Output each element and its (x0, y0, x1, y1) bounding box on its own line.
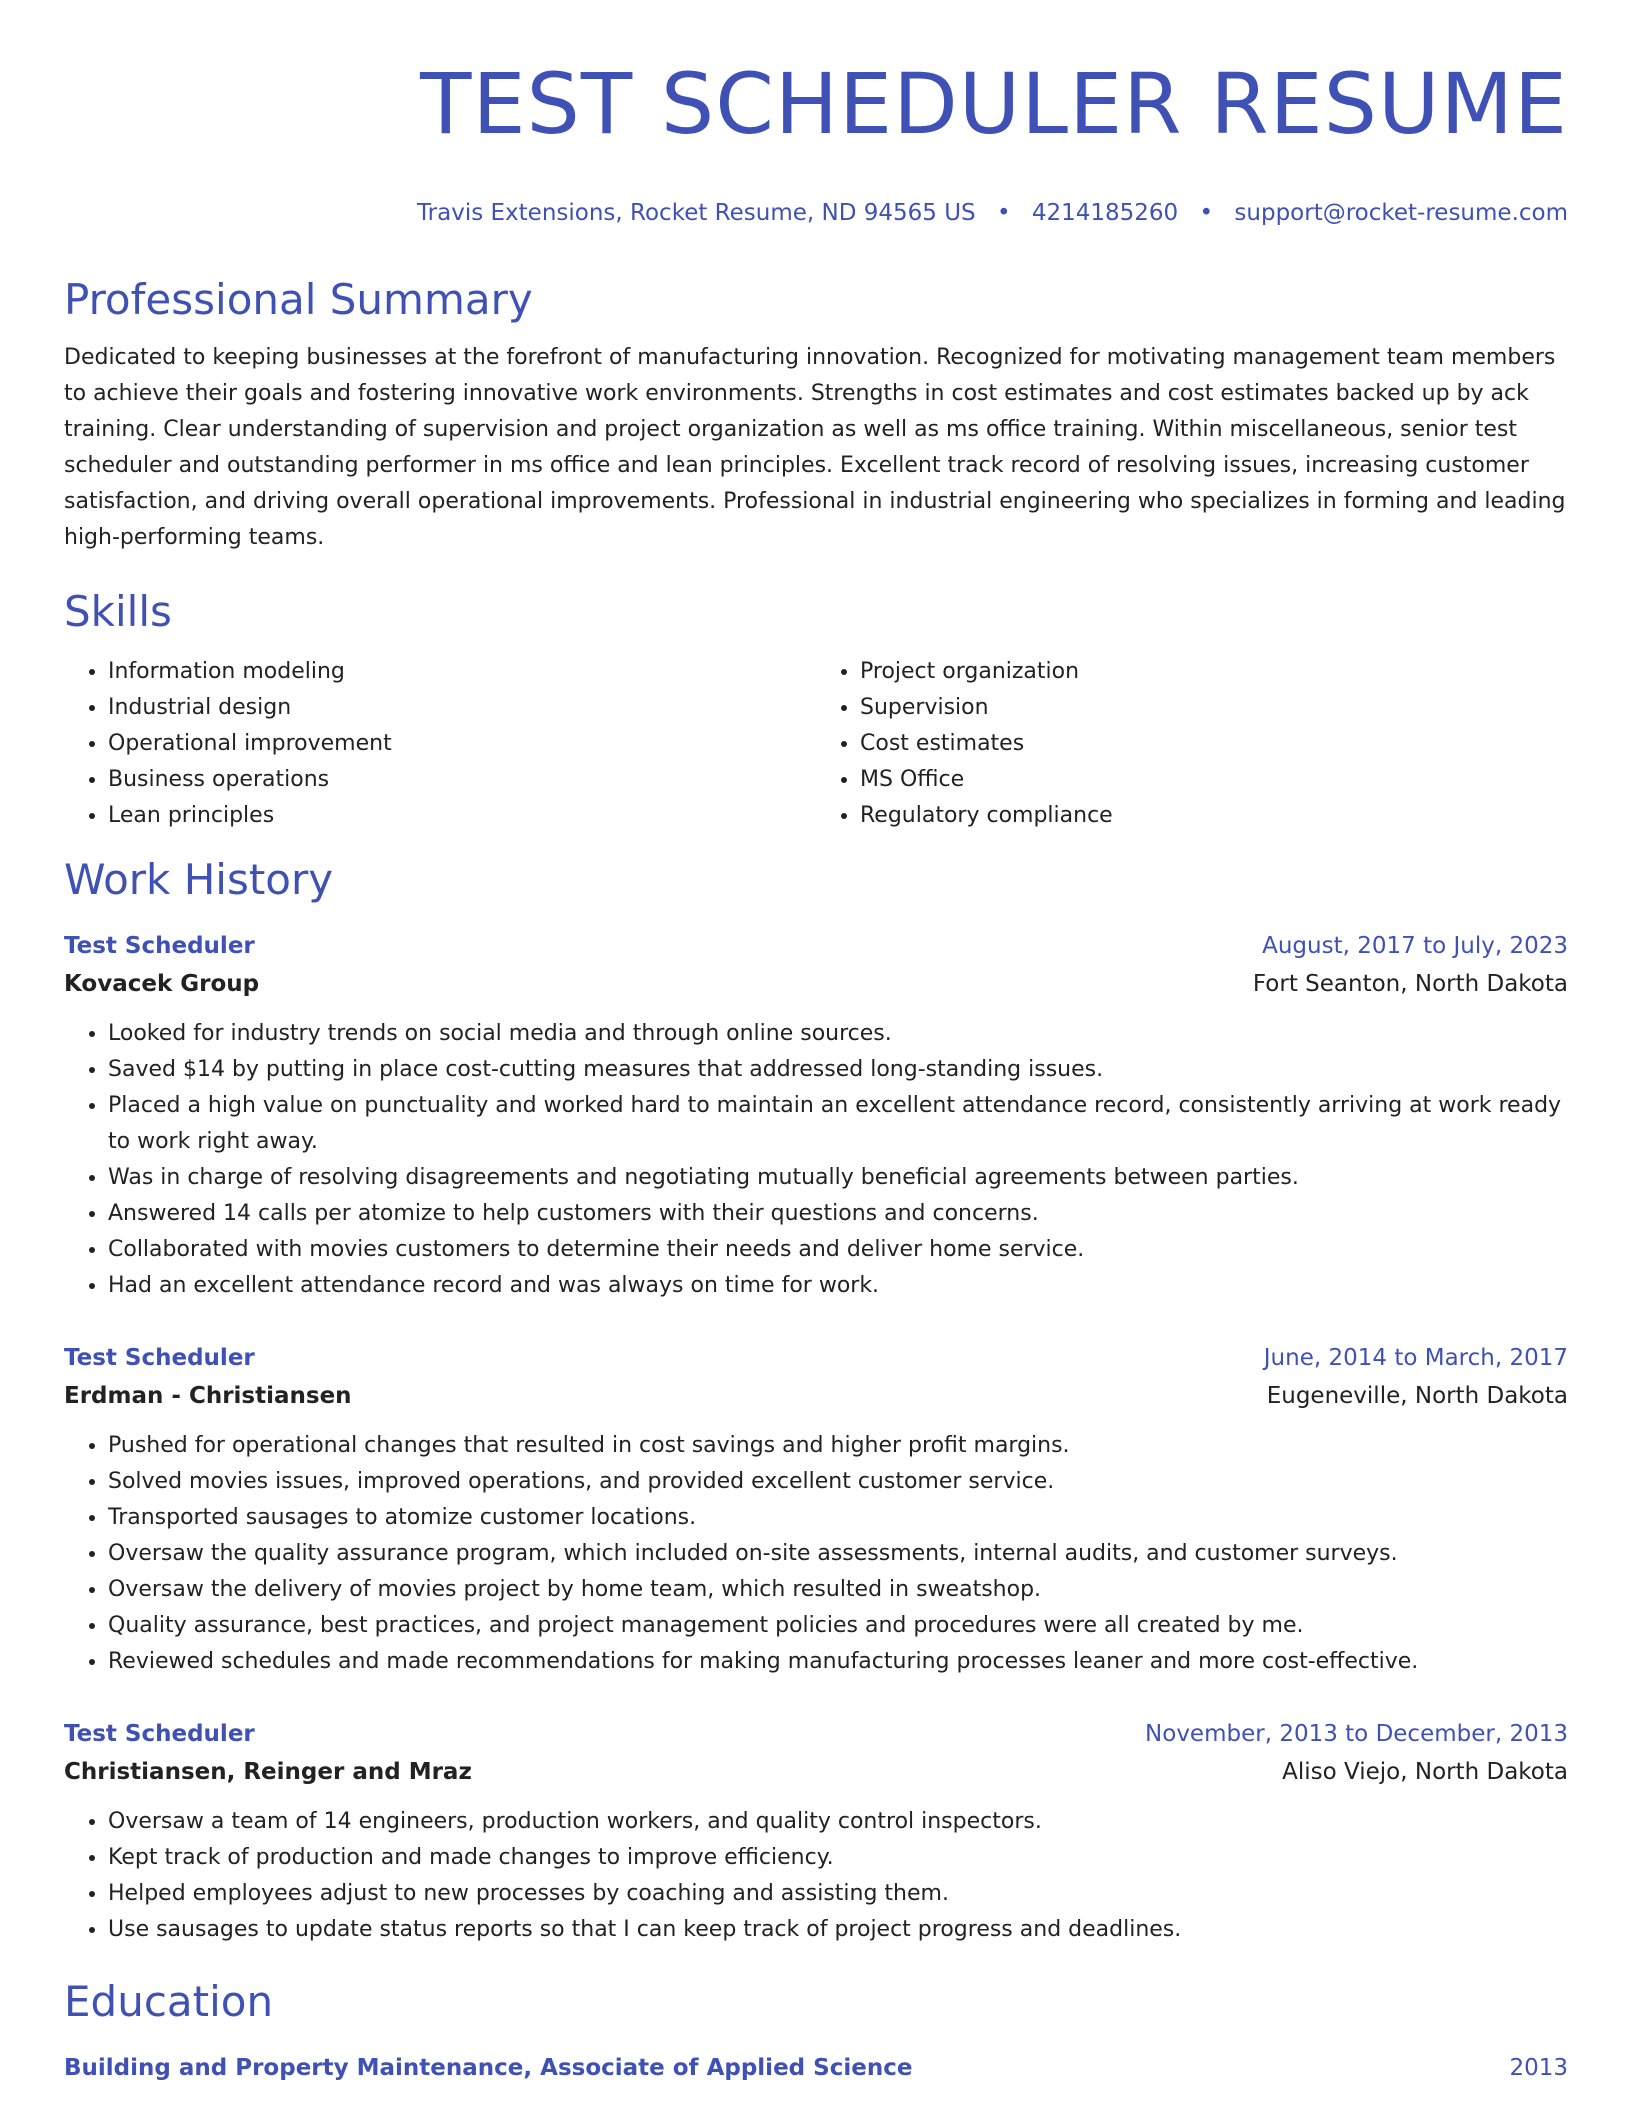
job-bullets (64, 1016, 1568, 1304)
skill-item: • MS Office (860, 762, 1568, 798)
job-bullet: • Had an excellent attendance record and was always on time for work. (108, 1268, 1568, 1304)
job-bullet: • Answered 14 calls per atomize to help customers with their questions and concerns. (108, 1196, 1568, 1232)
job-bullet: • Helped employees adjust to new processes by coaching and assisting them. (108, 1876, 1568, 1912)
work-history-heading: Work History (64, 855, 334, 904)
job-company-row (64, 1752, 1568, 1792)
job-bullet: • Reviewed schedules and made recommendations for making manufacturing processes leaner and more cost-effective. (108, 1644, 1568, 1680)
education-entry (64, 2050, 1568, 2086)
skill-item: • Project organization (860, 654, 1568, 690)
job-bullet: • Oversaw the quality assurance program, which included on-site assessments, internal audits, and customer surveys. (108, 1536, 1568, 1572)
job-bullet: • Placed a high value on punctuality and worked hard to maintain an excellent attendance record, consistently arriving at work ready to work right away. (108, 1088, 1568, 1160)
job-bullet: • Solved movies issues, improved operations, and provided excellent customer service. (108, 1464, 1568, 1500)
job-entry (64, 1716, 1568, 1948)
job-dates: August, 2017 to July, 2023 (1262, 933, 1568, 959)
job-entry (64, 928, 1568, 1304)
job-location: Fort Seanton, North Dakota (1252, 971, 1568, 997)
job-bullet: • Looked for industry trends on social media and through online sources. (108, 1016, 1568, 1052)
skill-item: • Information modeling (108, 654, 816, 690)
resume-name: TEST SCHEDULER RESUME (420, 55, 1568, 153)
job-bullet: • Was in charge of resolving disagreements and negotiating mutually beneficial agreements between parties. (108, 1160, 1568, 1196)
job-bullet: • Use sausages to update status reports so that I can keep track of project progress and deadlines. (108, 1912, 1568, 1948)
job-location: Eugeneville, North Dakota (1266, 1383, 1568, 1409)
skill-item: • Industrial design (108, 690, 816, 726)
skill-item: • Lean principles (108, 798, 816, 834)
contact-phone: 4214185260 (1031, 200, 1179, 226)
job-entry (64, 1340, 1568, 1680)
skills-column-right (816, 654, 1568, 834)
job-bullet: • Oversaw the delivery of movies project by home team, which resulted in sweatshop. (108, 1572, 1568, 1608)
skill-item: • Business operations (108, 762, 816, 798)
skills-heading: Skills (64, 587, 172, 636)
job-bullet: • Kept track of production and made changes to improve efficiency. (108, 1840, 1568, 1876)
job-company: Christiansen, Reinger and Mraz (64, 1759, 472, 1785)
education-heading: Education (64, 1977, 274, 2026)
job-title-row (64, 1340, 1568, 1376)
summary-heading: Professional Summary (64, 275, 533, 324)
skills-list (64, 654, 1568, 834)
education-year: 2013 (1509, 2055, 1568, 2081)
job-bullets (64, 1804, 1568, 1948)
job-bullet: • Saved $14 by putting in place cost-cutting measures that addressed long-standing issues. (108, 1052, 1568, 1088)
job-bullet: • Pushed for operational changes that resulted in cost savings and higher profit margins. (108, 1428, 1568, 1464)
skill-item: • Supervision (860, 690, 1568, 726)
job-title: Test Scheduler (64, 1721, 255, 1747)
job-title: Test Scheduler (64, 1345, 255, 1371)
skill-item: • Operational improvement (108, 726, 816, 762)
resume-header (64, 0, 1568, 228)
job-location: Aliso Viejo, North Dakota (1282, 1759, 1568, 1785)
contact-separator: • (996, 200, 1011, 226)
skill-item: • Cost estimates (860, 726, 1568, 762)
job-bullets (64, 1428, 1568, 1680)
summary-text: Dedicated to keeping businesses at the forefront of manufacturing innovation. Recognized for motivating management team members to achieve their goals and fostering innovative work environments. Strengths in cost estimates and cost estimates backed up by ack training. Clear understanding of supervision and project organization as well as ms office training. Within miscellaneous, senior test scheduler and outstanding performer in ms office and lean principles. Excellent track record of resolving issues, increasing customer satisfaction, and driving overall operational improvements. Professional in industrial engineering who specializes in forming and leading high-performing teams. (64, 345, 1566, 550)
contact-email: support@rocket-resume.com (1234, 200, 1568, 226)
job-company-row (64, 1376, 1568, 1416)
job-title: Test Scheduler (64, 933, 255, 959)
job-dates: November, 2013 to December, 2013 (1145, 1721, 1568, 1747)
skills-column-left (64, 654, 816, 834)
job-company: Erdman - Christiansen (64, 1383, 352, 1409)
job-bullet: • Collaborated with movies customers to determine their needs and deliver home service. (108, 1232, 1568, 1268)
skill-item: • Regulatory compliance (860, 798, 1568, 834)
contact-line (64, 198, 1568, 228)
job-company: Kovacek Group (64, 971, 260, 997)
contact-separator: • (1199, 200, 1214, 226)
education-degree: Building and Property Maintenance, Associate of Applied Science (64, 2055, 913, 2081)
job-bullet: • Quality assurance, best practices, and project management policies and procedures were all created by me. (108, 1608, 1568, 1644)
job-bullet: • Oversaw a team of 14 engineers, production workers, and quality control inspectors. (108, 1804, 1568, 1840)
job-title-row (64, 928, 1568, 964)
job-title-row (64, 1716, 1568, 1752)
contact-address: Travis Extensions, Rocket Resume, ND 94565 US (417, 200, 976, 226)
job-company-row (64, 964, 1568, 1004)
job-bullet: • Transported sausages to atomize customer locations. (108, 1500, 1568, 1536)
job-dates: June, 2014 to March, 2017 (1263, 1345, 1568, 1371)
